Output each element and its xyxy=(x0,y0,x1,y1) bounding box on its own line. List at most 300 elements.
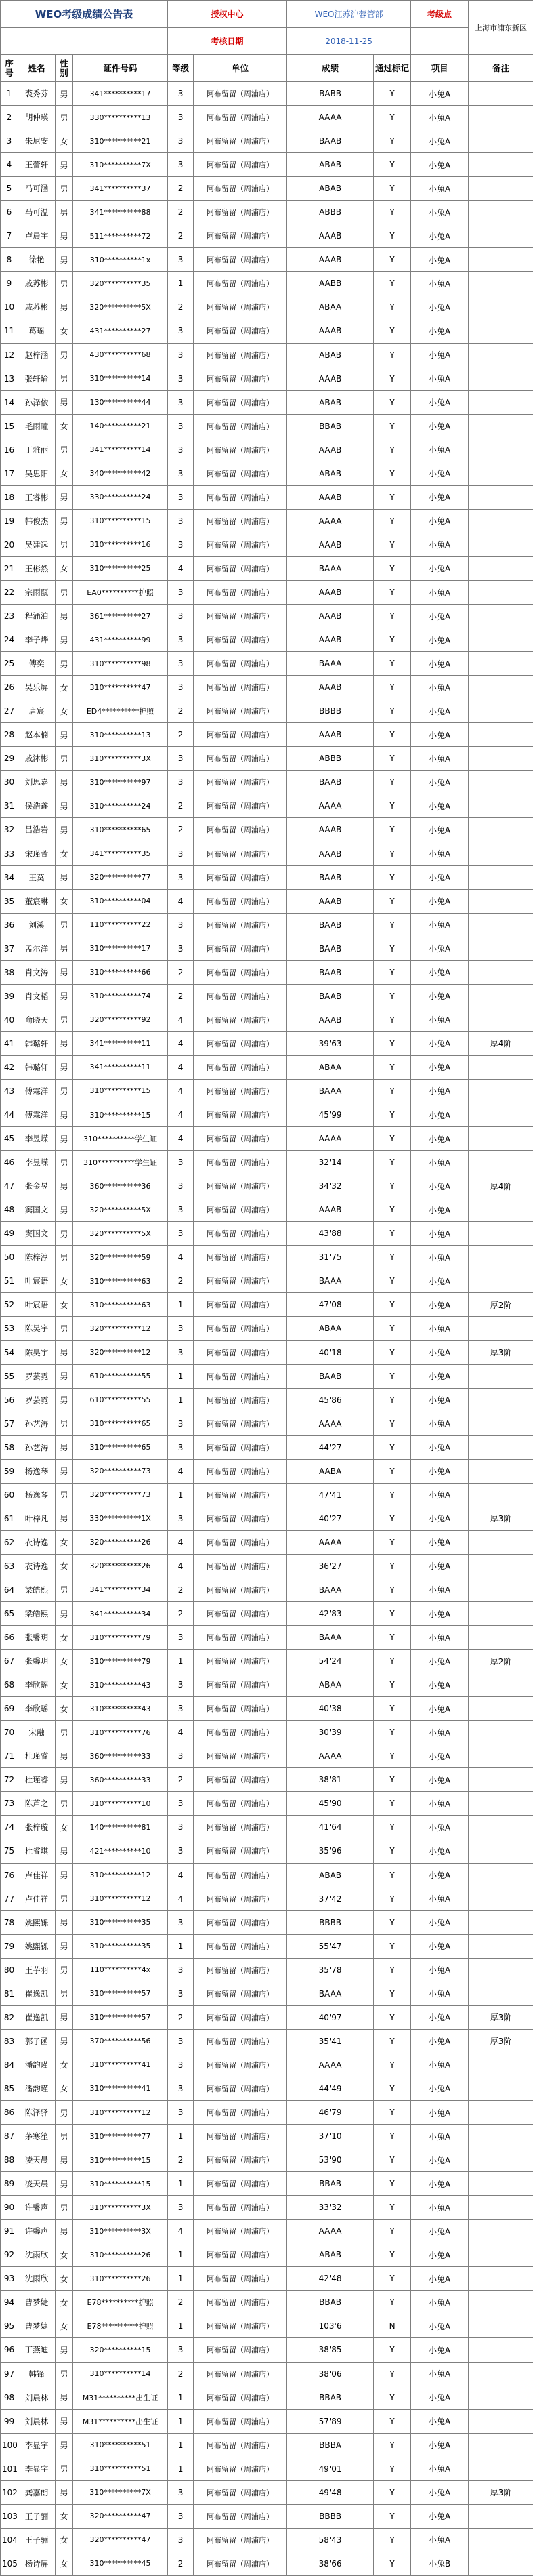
level: 4 xyxy=(168,1079,194,1103)
id-number: 310**********76 xyxy=(73,1721,168,1744)
table-row xyxy=(1,2362,533,2386)
table-row xyxy=(1,2077,533,2100)
table-row xyxy=(1,1412,533,1435)
level: 3 xyxy=(168,1744,194,1768)
score: 45'90 xyxy=(287,1792,374,1816)
table-row xyxy=(1,889,533,913)
project: 小兔A xyxy=(411,2291,469,2314)
col-header: 性别 xyxy=(56,55,73,82)
table-row xyxy=(1,556,533,580)
unit: 阿布留留（周浦店） xyxy=(194,2362,287,2386)
remark xyxy=(469,1435,533,1459)
level: 1 xyxy=(168,2172,194,2196)
score: 33'32 xyxy=(287,2196,374,2220)
row-number: 52 xyxy=(1,1293,18,1317)
score: AAAB xyxy=(287,319,374,343)
id-number: 310**********15 xyxy=(73,1079,168,1103)
table-row xyxy=(1,438,533,462)
project: 小兔A xyxy=(411,699,469,723)
gender: 男 xyxy=(56,2172,73,2196)
id-number: 310**********35 xyxy=(73,1934,168,1958)
remark xyxy=(469,1198,533,1222)
id-number: 431**********99 xyxy=(73,628,168,652)
project: 小兔A xyxy=(411,1768,469,1792)
table-row xyxy=(1,485,533,509)
table-row xyxy=(1,771,533,794)
score: BBBB xyxy=(287,1910,374,1934)
col-header: 序号 xyxy=(1,55,18,82)
pass-flag: Y xyxy=(374,1650,411,1673)
score: 38'06 xyxy=(287,2362,374,2386)
table-row xyxy=(1,1602,533,1626)
table-row xyxy=(1,1958,533,1982)
score: AAAB xyxy=(287,723,374,747)
id-number: 320**********12 xyxy=(73,1341,168,1364)
id-number: 310**********79 xyxy=(73,1626,168,1650)
level: 3 xyxy=(168,1151,194,1174)
table-row xyxy=(1,1031,533,1055)
pass-flag: Y xyxy=(374,771,411,794)
score: ABAB xyxy=(287,462,374,485)
unit: 阿布留留（周浦店） xyxy=(194,485,287,509)
score: 53'90 xyxy=(287,2148,374,2172)
level: 1 xyxy=(168,1388,194,1412)
pass-flag: Y xyxy=(374,1483,411,1507)
project: 小兔A xyxy=(411,1958,469,1982)
gender: 男 xyxy=(56,1958,73,1982)
pass-flag: Y xyxy=(374,723,411,747)
pass-flag: Y xyxy=(374,1459,411,1483)
exam-site-value: 上海市浦东新区 xyxy=(469,1,533,55)
remark: 厚2阶 xyxy=(469,1293,533,1317)
remark xyxy=(469,438,533,462)
unit: 阿布留留（周浦店） xyxy=(194,2125,287,2148)
remark xyxy=(469,1697,533,1721)
pass-flag: Y xyxy=(374,2053,411,2077)
remark xyxy=(469,1412,533,1435)
score: ABBB xyxy=(287,201,374,224)
remark xyxy=(469,1863,533,1887)
row-number: 12 xyxy=(1,343,18,367)
row-number: 49 xyxy=(1,1222,18,1246)
gender: 男 xyxy=(56,1578,73,1601)
gender: 男 xyxy=(56,580,73,604)
table-row xyxy=(1,605,533,628)
level: 3 xyxy=(168,367,194,390)
project: 小兔A xyxy=(411,533,469,556)
table-row xyxy=(1,1530,533,1554)
remark xyxy=(469,937,533,960)
student-name: 窦国文 xyxy=(18,1222,56,1246)
unit: 阿布留留（周浦店） xyxy=(194,2077,287,2100)
score: 37'10 xyxy=(287,2125,374,2148)
student-name: 吴思阳 xyxy=(18,462,56,485)
student-name: 陈梓淳 xyxy=(18,1246,56,1269)
score: 38'81 xyxy=(287,1768,374,1792)
remark xyxy=(469,794,533,818)
level: 3 xyxy=(168,1697,194,1721)
project: 小兔A xyxy=(411,129,469,153)
id-number: 310**********26 xyxy=(73,2243,168,2267)
project: 小兔A xyxy=(411,2386,469,2409)
table-row xyxy=(1,1435,533,1459)
level: 4 xyxy=(168,1055,194,1079)
project: 小兔A xyxy=(411,1530,469,1554)
unit: 阿布留留（周浦店） xyxy=(194,201,287,224)
level: 3 xyxy=(168,129,194,153)
pass-flag: Y xyxy=(374,82,411,106)
level: 3 xyxy=(168,865,194,889)
student-name: 李昱嵘 xyxy=(18,1127,56,1151)
pass-flag: Y xyxy=(374,1031,411,1055)
level: 1 xyxy=(168,2267,194,2291)
pass-flag: Y xyxy=(374,1103,411,1127)
unit: 阿布留留（周浦店） xyxy=(194,224,287,248)
gender: 男 xyxy=(56,2005,73,2029)
project: 小兔A xyxy=(411,438,469,462)
id-number: 310**********15 xyxy=(73,2172,168,2196)
level: 1 xyxy=(168,2314,194,2338)
gender: 男 xyxy=(56,865,73,889)
score: ABAB xyxy=(287,153,374,177)
student-name: 韩璐轩 xyxy=(18,1055,56,1079)
student-name: 刘思嘉 xyxy=(18,771,56,794)
table-row xyxy=(1,2480,533,2504)
unit: 阿布留留（周浦店） xyxy=(194,1958,287,1982)
row-number: 69 xyxy=(1,1697,18,1721)
remark xyxy=(469,2291,533,2314)
id-number: 310**********41 xyxy=(73,2053,168,2077)
gender: 女 xyxy=(56,414,73,438)
id-number: M31**********出生证 xyxy=(73,2386,168,2409)
student-name: 孟尔洋 xyxy=(18,937,56,960)
id-number: 310**********24 xyxy=(73,794,168,818)
project: 小兔A xyxy=(411,224,469,248)
pass-flag: Y xyxy=(374,201,411,224)
auth-center-label: 授权中心 xyxy=(168,1,287,28)
row-number: 24 xyxy=(1,628,18,652)
remark xyxy=(469,2125,533,2148)
id-number: 310**********65 xyxy=(73,818,168,842)
table-row xyxy=(1,1079,533,1103)
table-row xyxy=(1,580,533,604)
table-row xyxy=(1,248,533,272)
pass-flag: Y xyxy=(374,2196,411,2220)
remark xyxy=(469,2433,533,2457)
remark xyxy=(469,2457,533,2480)
level: 3 xyxy=(168,248,194,272)
id-number: 341**********11 xyxy=(73,1055,168,1079)
unit: 阿布留留（周浦店） xyxy=(194,723,287,747)
table-row xyxy=(1,2172,533,2196)
row-number: 29 xyxy=(1,747,18,771)
table-row xyxy=(1,1697,533,1721)
score: 35'41 xyxy=(287,2029,374,2053)
unit: 阿布留留（周浦店） xyxy=(194,1174,287,1198)
remark xyxy=(469,177,533,201)
table-row xyxy=(1,699,533,723)
id-number: 310**********43 xyxy=(73,1673,168,1697)
project: 小兔A xyxy=(411,1554,469,1578)
remark xyxy=(469,1744,533,1768)
project: 小兔A xyxy=(411,1222,469,1246)
table-row xyxy=(1,747,533,771)
row-number: 41 xyxy=(1,1031,18,1055)
col-header: 成绩 xyxy=(287,55,374,82)
unit: 阿布留留（周浦店） xyxy=(194,2314,287,2338)
project: 小兔A xyxy=(411,1127,469,1151)
level: 3 xyxy=(168,2053,194,2077)
student-name: 梁皓熙 xyxy=(18,1602,56,1626)
student-name: 赵梓涵 xyxy=(18,343,56,367)
col-header: 单位 xyxy=(194,55,287,82)
student-name: 张金昱 xyxy=(18,1174,56,1198)
id-number: 310**********63 xyxy=(73,1269,168,1293)
pass-flag: Y xyxy=(374,319,411,343)
pass-flag: Y xyxy=(374,2457,411,2480)
project: 小兔A xyxy=(411,2480,469,2504)
pass-flag: Y xyxy=(374,485,411,509)
row-number: 44 xyxy=(1,1103,18,1127)
remark xyxy=(469,2172,533,2196)
row-number: 23 xyxy=(1,605,18,628)
unit: 阿布留留（周浦店） xyxy=(194,106,287,129)
table-row xyxy=(1,1673,533,1697)
unit: 阿布留留（周浦店） xyxy=(194,1031,287,1055)
table-row xyxy=(1,509,533,533)
row-number: 36 xyxy=(1,913,18,937)
row-number: 35 xyxy=(1,889,18,913)
table-row xyxy=(1,1222,533,1246)
level: 2 xyxy=(168,2362,194,2386)
score: ABAB xyxy=(287,177,374,201)
gender: 男 xyxy=(56,2220,73,2243)
unit: 阿布留留（周浦店） xyxy=(194,2148,287,2172)
level: 3 xyxy=(168,2528,194,2552)
score: BAAA xyxy=(287,1982,374,2005)
score: BBAB xyxy=(287,414,374,438)
unit: 阿布留留（周浦店） xyxy=(194,2029,287,2053)
score: 57'89 xyxy=(287,2409,374,2433)
table-row xyxy=(1,2100,533,2124)
unit: 阿布留留（周浦店） xyxy=(194,2386,287,2409)
level: 4 xyxy=(168,1103,194,1127)
project: 小兔A xyxy=(411,1388,469,1412)
id-number: 320**********5X xyxy=(73,1198,168,1222)
id-number: 310**********43 xyxy=(73,1697,168,1721)
pass-flag: Y xyxy=(374,2125,411,2148)
student-name: 侯浩鑫 xyxy=(18,794,56,818)
pass-flag: Y xyxy=(374,1839,411,1863)
level: 1 xyxy=(168,272,194,295)
project: 小兔A xyxy=(411,1435,469,1459)
row-number: 45 xyxy=(1,1127,18,1151)
table-row xyxy=(1,462,533,485)
row-number: 101 xyxy=(1,2457,18,2480)
id-number: 320**********35 xyxy=(73,272,168,295)
unit: 阿布留留（周浦店） xyxy=(194,2220,287,2243)
project: 小兔A xyxy=(411,1269,469,1293)
remark xyxy=(469,889,533,913)
gender: 男 xyxy=(56,2457,73,2480)
gender: 男 xyxy=(56,106,73,129)
project: 小兔A xyxy=(411,1459,469,1483)
pass-flag: N xyxy=(374,2314,411,2338)
table-row xyxy=(1,1768,533,1792)
remark xyxy=(469,2409,533,2433)
table-row xyxy=(1,153,533,177)
student-name: 杨逸琴 xyxy=(18,1459,56,1483)
project: 小兔A xyxy=(411,2196,469,2220)
score: 42'83 xyxy=(287,1602,374,1626)
score: 44'49 xyxy=(287,2077,374,2100)
remark xyxy=(469,1554,533,1578)
score: BAAB xyxy=(287,984,374,1008)
remark xyxy=(469,2148,533,2172)
student-name: 曹梦婕 xyxy=(18,2291,56,2314)
id-number: 310**********3X xyxy=(73,747,168,771)
student-name: 李欣瑶 xyxy=(18,1697,56,1721)
row-number: 22 xyxy=(1,580,18,604)
score: 37'42 xyxy=(287,1887,374,1910)
project: 小兔A xyxy=(411,1483,469,1507)
id-number: 310**********04 xyxy=(73,889,168,913)
score: AAAB xyxy=(287,628,374,652)
pass-flag: Y xyxy=(374,1364,411,1388)
table-row xyxy=(1,1650,533,1673)
student-name: 李昱嵘 xyxy=(18,1151,56,1174)
project: 小兔A xyxy=(411,414,469,438)
student-name: 李显宇 xyxy=(18,2457,56,2480)
unit: 阿布留留（周浦店） xyxy=(194,1127,287,1151)
id-number: 310**********65 xyxy=(73,1435,168,1459)
row-number: 81 xyxy=(1,1982,18,2005)
score: 31'75 xyxy=(287,1246,374,1269)
remark xyxy=(469,295,533,319)
table-row xyxy=(1,2029,533,2053)
level: 2 xyxy=(168,1768,194,1792)
table-row xyxy=(1,2291,533,2314)
row-number: 89 xyxy=(1,2172,18,2196)
student-name: 龚嘉朗 xyxy=(18,2480,56,2504)
pass-flag: Y xyxy=(374,628,411,652)
id-number: EA0**********护照 xyxy=(73,580,168,604)
level: 1 xyxy=(168,2433,194,2457)
pass-flag: Y xyxy=(374,1578,411,1601)
gender: 男 xyxy=(56,2362,73,2386)
row-number: 73 xyxy=(1,1792,18,1816)
table-row xyxy=(1,177,533,201)
student-name: 陈昊宇 xyxy=(18,1317,56,1341)
id-number: 320**********5X xyxy=(73,295,168,319)
score: ABAB xyxy=(287,2243,374,2267)
project: 小兔A xyxy=(411,177,469,201)
level: 2 xyxy=(168,984,194,1008)
student-name: 许馨声 xyxy=(18,2220,56,2243)
table-row xyxy=(1,1483,533,1507)
level: 2 xyxy=(168,794,194,818)
row-number: 78 xyxy=(1,1910,18,1934)
unit: 阿布留留（周浦店） xyxy=(194,1317,287,1341)
student-name: 葛瑶 xyxy=(18,319,56,343)
table-row xyxy=(1,1626,533,1650)
remark xyxy=(469,414,533,438)
gender: 男 xyxy=(56,1079,73,1103)
pass-flag: Y xyxy=(374,1079,411,1103)
row-number: 17 xyxy=(1,462,18,485)
remark xyxy=(469,1317,533,1341)
id-number: 310**********51 xyxy=(73,2457,168,2480)
gender: 男 xyxy=(56,1246,73,1269)
table-row xyxy=(1,2220,533,2243)
id-number: 310**********12 xyxy=(73,2100,168,2124)
unit: 阿布留留（周浦店） xyxy=(194,842,287,865)
row-number: 105 xyxy=(1,2552,18,2575)
score: 34'32 xyxy=(287,1174,374,1198)
project: 小兔A xyxy=(411,1246,469,1269)
id-number: 320**********77 xyxy=(73,865,168,889)
level: 2 xyxy=(168,818,194,842)
unit: 阿布留留（周浦店） xyxy=(194,652,287,676)
score: 35'78 xyxy=(287,1958,374,1982)
remark xyxy=(469,248,533,272)
gender: 男 xyxy=(56,1341,73,1364)
project: 小兔A xyxy=(411,984,469,1008)
project: 小兔A xyxy=(411,82,469,106)
project: 小兔A xyxy=(411,343,469,367)
project: 小兔A xyxy=(411,1697,469,1721)
level: 2 xyxy=(168,2005,194,2029)
row-number: 95 xyxy=(1,2314,18,2338)
gender: 男 xyxy=(56,1839,73,1863)
remark xyxy=(469,2552,533,2575)
id-number: 310**********16 xyxy=(73,533,168,556)
unit: 阿布留留（周浦店） xyxy=(194,2053,287,2077)
score: 47'41 xyxy=(287,1483,374,1507)
row-number: 13 xyxy=(1,367,18,390)
remark xyxy=(469,747,533,771)
row-number: 97 xyxy=(1,2362,18,2386)
level: 3 xyxy=(168,1673,194,1697)
remark xyxy=(469,1887,533,1910)
project: 小兔A xyxy=(411,295,469,319)
gender: 男 xyxy=(56,509,73,533)
id-number: 511**********72 xyxy=(73,224,168,248)
gender: 男 xyxy=(56,1103,73,1127)
pass-flag: Y xyxy=(374,1341,411,1364)
level: 4 xyxy=(168,889,194,913)
id-number: 310**********3X xyxy=(73,2220,168,2243)
project: 小兔A xyxy=(411,1412,469,1435)
table-row xyxy=(1,1721,533,1744)
pass-flag: Y xyxy=(374,1412,411,1435)
table-row xyxy=(1,1887,533,1910)
unit: 阿布留留（周浦店） xyxy=(194,605,287,628)
row-number: 5 xyxy=(1,177,18,201)
table-row xyxy=(1,1055,533,1079)
table-row xyxy=(1,818,533,842)
student-name: 孙泽依 xyxy=(18,390,56,414)
level: 3 xyxy=(168,509,194,533)
student-name: 王睿彬 xyxy=(18,485,56,509)
id-number: 310**********13 xyxy=(73,723,168,747)
project: 小兔A xyxy=(411,2220,469,2243)
id-number: E78**********护照 xyxy=(73,2314,168,2338)
id-number: 310**********学生证 xyxy=(73,1151,168,1174)
table-row xyxy=(1,2148,533,2172)
level: 1 xyxy=(168,1934,194,1958)
score: 35'96 xyxy=(287,1839,374,1863)
